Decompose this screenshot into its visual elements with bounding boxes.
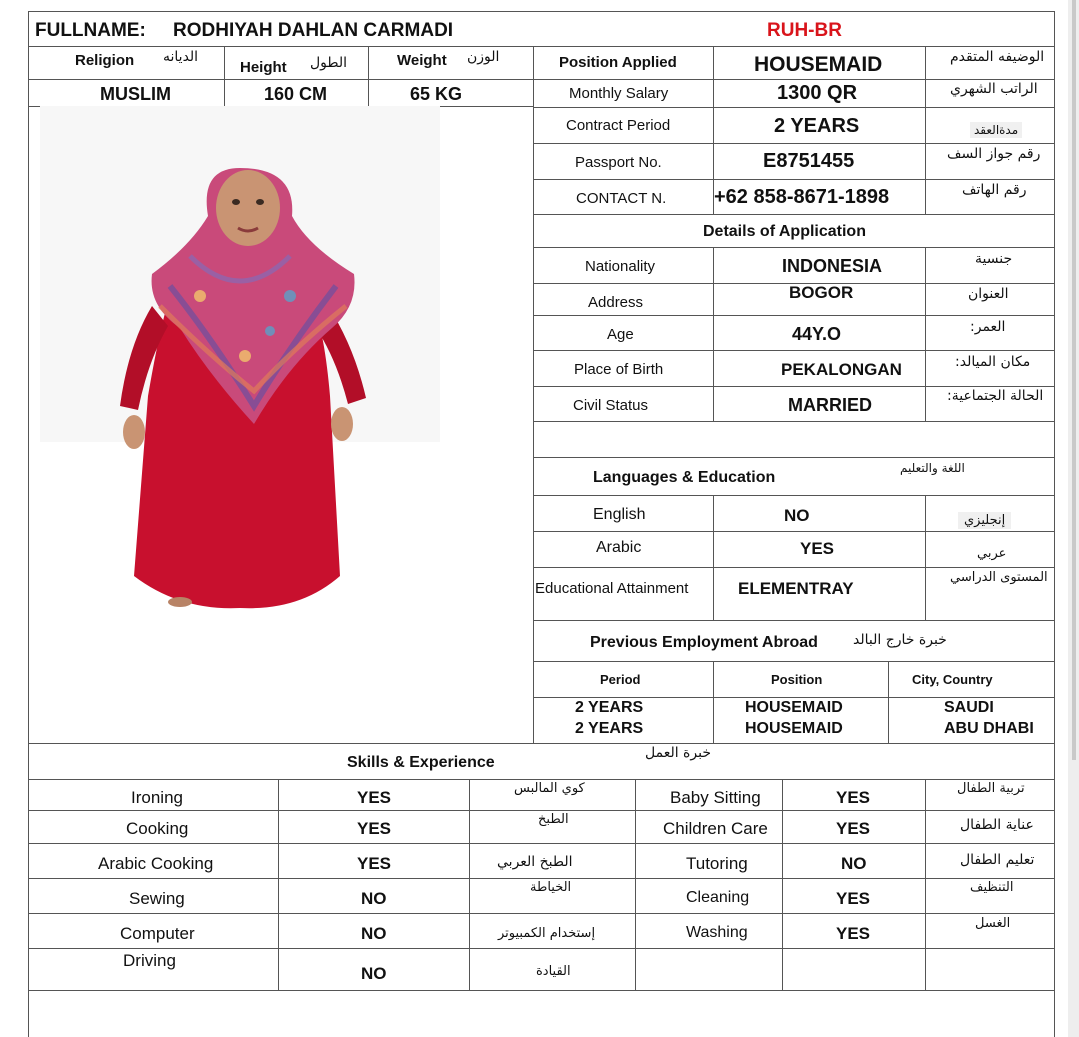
- arabic-label-arabic: عربي: [977, 546, 1007, 561]
- employment-col-city: City, Country: [912, 672, 993, 687]
- applicant-figure-illustration: [40, 106, 440, 616]
- employment-row-period: 2 YEARS: [575, 720, 644, 737]
- skills-heading-arabic: خبرة العمل: [645, 745, 711, 761]
- passport-value: E8751455: [763, 150, 855, 172]
- weight-label-arabic: الوزن: [467, 49, 500, 65]
- skill-label: Computer: [120, 924, 195, 943]
- passport-label-arabic: رقم جواز السف: [947, 146, 1041, 162]
- skill-value: NO: [361, 889, 387, 908]
- skill-label: Washing: [686, 924, 748, 941]
- religion-label: Religion: [75, 52, 135, 69]
- employment-heading: Previous Employment Abroad: [590, 634, 818, 651]
- address-value: BOGOR: [789, 283, 854, 302]
- height-label-arabic: الطول: [310, 55, 348, 71]
- skill-value: NO: [361, 964, 387, 983]
- arabic-label: Arabic: [596, 539, 642, 556]
- skills-heading: Skills & Experience: [347, 754, 495, 771]
- weight-value: 65 KG: [410, 84, 463, 104]
- skill-value: YES: [357, 788, 392, 807]
- position-label: Position Applied: [559, 54, 677, 71]
- details-heading: Details of Application: [703, 223, 866, 240]
- education-value: ELEMENTRAY: [738, 579, 854, 598]
- skill-value: YES: [836, 788, 871, 807]
- skill-value: YES: [836, 819, 871, 838]
- nationality-label: Nationality: [585, 258, 656, 275]
- skill-label: Ironing: [131, 788, 183, 807]
- skill-label: Cooking: [126, 819, 189, 838]
- contract-value: 2 YEARS: [774, 115, 860, 137]
- skill-label-arabic: الطبخ العربي: [497, 854, 573, 870]
- skill-value: YES: [357, 854, 392, 873]
- age-value: 44Y.O: [792, 324, 842, 344]
- english-label: English: [593, 506, 646, 523]
- skill-label-arabic: التنظيف: [970, 880, 1014, 895]
- applicant-photo: [40, 106, 440, 442]
- skill-label-arabic: عناية الطفال: [960, 817, 1034, 833]
- contact-value: +62 858-8671-1898: [714, 186, 890, 208]
- age-label-arabic: العمر:: [970, 319, 1006, 335]
- skill-value: YES: [836, 924, 871, 943]
- skill-label: Cleaning: [686, 889, 750, 906]
- education-label-arabic: المستوى الدراسي: [950, 570, 1048, 585]
- passport-label: Passport No.: [575, 154, 662, 171]
- skill-label-arabic: الخياطة: [530, 880, 572, 895]
- fullname-value: RODHIYAH DAHLAN CARMADI: [173, 20, 454, 41]
- contact-label-arabic: رقم الهاتف: [962, 182, 1027, 198]
- religion-value: MUSLIM: [100, 84, 171, 104]
- arabic-value: YES: [800, 539, 835, 558]
- position-label-arabic: الوضيفه المتقدم: [950, 49, 1045, 65]
- skill-label: Sewing: [129, 889, 185, 908]
- birthplace-value: PEKALONGAN: [781, 360, 902, 379]
- employment-row-city: ABU DHABI: [944, 720, 1034, 737]
- birthplace-label-arabic: مكان الميالد:: [955, 354, 1031, 370]
- employment-row-period: 2 YEARS: [575, 699, 644, 716]
- english-value: NO: [784, 506, 810, 525]
- height-value: 160 CM: [264, 84, 328, 104]
- skill-label-arabic: إستخدام الكمبيوتر: [498, 926, 596, 941]
- skill-label: Arabic Cooking: [98, 854, 214, 873]
- contract-label-arabic: مدةالعقد: [970, 122, 1022, 138]
- employment-col-position: Position: [771, 672, 823, 687]
- english-label-arabic: إنجليزي: [958, 512, 1011, 529]
- nationality-label-arabic: جنسية: [975, 251, 1013, 267]
- skill-label: Tutoring: [686, 854, 748, 873]
- skill-value: NO: [841, 854, 867, 873]
- salary-label-arabic: الراتب الشهري: [950, 81, 1038, 97]
- skill-label: Driving: [123, 951, 176, 970]
- age-label: Age: [607, 326, 634, 343]
- languages-heading-arabic: اللغة والتعليم: [900, 461, 965, 475]
- languages-heading: Languages & Education: [593, 469, 776, 486]
- weight-label: Weight: [397, 52, 447, 69]
- employment-row-position: HOUSEMAID: [745, 720, 843, 737]
- civil-status-label-arabic: الحالة الجتماعية:: [947, 388, 1044, 404]
- religion-label-arabic: الديانه: [163, 49, 199, 65]
- salary-value: 1300 QR: [777, 82, 858, 104]
- address-label: Address: [588, 294, 644, 311]
- education-label: Educational Attainment: [535, 580, 689, 597]
- nationality-value: INDONESIA: [782, 256, 883, 276]
- address-label-arabic: العنوان: [968, 286, 1009, 302]
- page-scroll-edge: [1072, 0, 1076, 760]
- skill-label: Baby Sitting: [670, 788, 761, 807]
- employment-col-period: Period: [600, 672, 641, 687]
- salary-label: Monthly Salary: [569, 85, 669, 102]
- civil-status-label: Civil Status: [573, 397, 649, 414]
- skill-label-arabic: كوي المالبس: [514, 781, 585, 796]
- civil-status-value: MARRIED: [788, 395, 872, 415]
- skill-label-arabic: تعليم الطفال: [960, 852, 1035, 868]
- contact-label: CONTACT N.: [576, 190, 667, 207]
- skill-label-arabic: الغسل: [975, 916, 1011, 931]
- skill-value: YES: [357, 819, 392, 838]
- employment-row-position: HOUSEMAID: [745, 699, 843, 716]
- skill-label-arabic: القيادة: [536, 964, 571, 979]
- position-value: HOUSEMAID: [754, 53, 883, 76]
- fullname-label: FULLNAME:: [35, 20, 146, 41]
- height-label: Height: [240, 59, 287, 76]
- skill-value: YES: [836, 889, 871, 908]
- employment-heading-arabic: خبرة خارج البالد: [853, 632, 947, 648]
- skill-label-arabic: تربية الطفال: [957, 781, 1025, 796]
- skill-label-arabic: الطبخ: [538, 812, 569, 827]
- reference-code: RUH-BR: [767, 20, 842, 41]
- skill-label: Children Care: [663, 819, 768, 838]
- skill-value: NO: [361, 924, 387, 943]
- contract-label: Contract Period: [566, 117, 671, 134]
- employment-row-city: SAUDI: [944, 699, 994, 716]
- birthplace-label: Place of Birth: [574, 361, 664, 378]
